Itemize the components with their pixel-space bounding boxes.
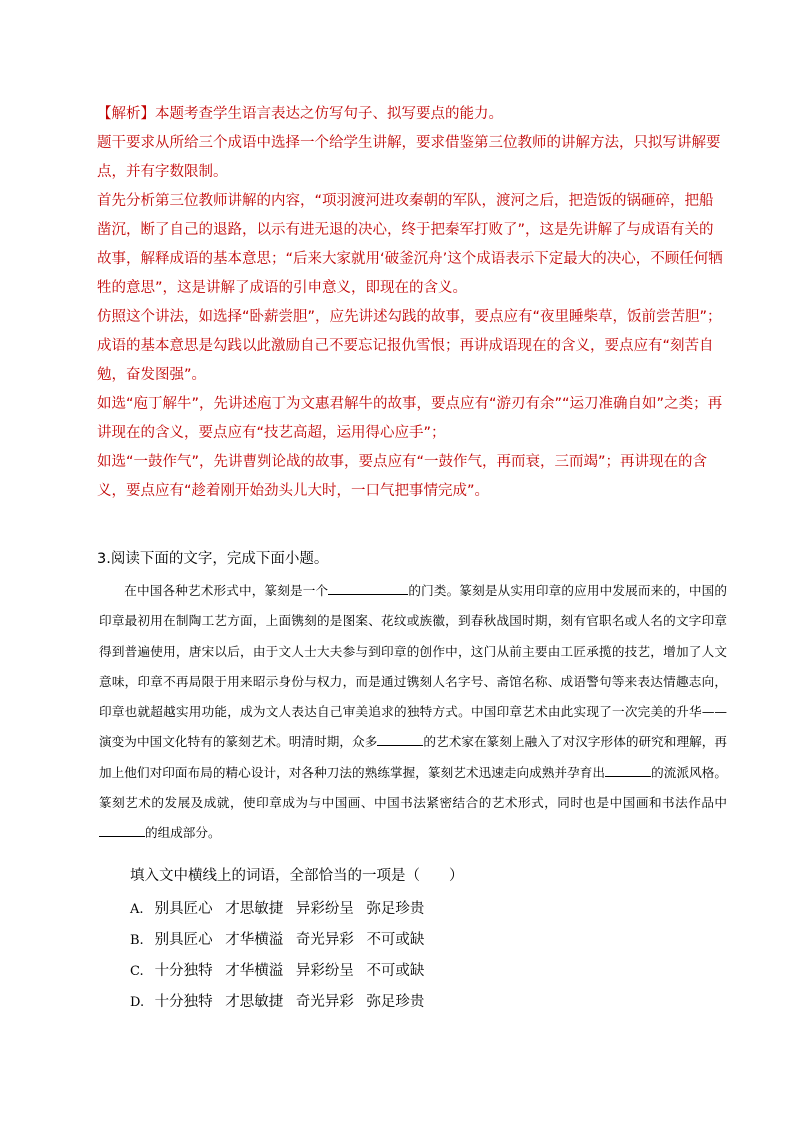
question-stem: [130, 861, 690, 891]
option-word-4: 弥足珍贵: [366, 901, 425, 917]
analysis-tag: 【解析】: [97, 106, 155, 122]
question-stem-text: 填入文中横线上的词语，全部恰当的一项是（ ）: [130, 868, 464, 884]
option-d: [130, 987, 432, 1018]
option-word-1: 十分独特: [154, 994, 213, 1010]
answer-blank-2: [377, 731, 423, 746]
analysis-section: [97, 100, 727, 506]
option-letter: C.: [130, 964, 144, 979]
question-title: 3.阅读下面的文字，完成下面小题。: [97, 551, 329, 567]
passage-text-4: 的流派风格。篆刻艺术的发展及成就，使印章成为与中国画、中国书法紧密结合的艺术形式，同时也是中国画和书法作品中: [99, 764, 728, 811]
passage-text-5: 的组成部分。: [145, 825, 221, 841]
analysis-line-1: [97, 100, 727, 129]
option-word-4: 不可或缺: [366, 932, 425, 948]
option-word-1: 别具匠心: [154, 932, 213, 948]
option-word-2: 才华横溢: [225, 932, 284, 948]
option-word-1: 十分独特: [154, 963, 213, 979]
analysis-text: 本题考查学生语言表达之仿写句子、拟写要点的能力。: [155, 106, 503, 122]
option-c: [130, 956, 432, 987]
passage-text-2: 的门类。篆刻是从实用印章的应用中发展而来的，中国的印章最初用在制陶工艺方面，上面镌刻的是图案、花纹或族徽，到春秋战国时期，刻有官职名或人名的文字印章得到普遍使用，唐宋以后，由于文人士大夫参与到印章的创作中，这门从前主要由工匠承揽的技艺，增加了人文意味，印章不再局限于用来昭示身份与权力，而是通过镌刻人名字号、斋馆名称、成语警句等来表达情趣志向，印章也就超越实用功能，成为文人表达自己审美追求的独特方式。中国印章艺术由此实现了一次完美的升华——演变为中国文化特有的篆刻艺术。明清时期，众多: [99, 583, 728, 750]
answer-blank-1: [328, 580, 408, 595]
option-letter: D.: [130, 995, 145, 1010]
option-word-3: 异彩纷呈: [295, 901, 354, 917]
option-word-2: 才思敏捷: [225, 901, 284, 917]
passage-text-1: 在中国各种艺术形式中，篆刻是一个: [124, 583, 329, 598]
question-header: [97, 545, 727, 573]
option-a: [130, 894, 432, 925]
passage-text-3: 的艺术家在篆刻上融入了对汉字形体的研究和理解，再加上他们对印面布局的精心设计，对各种刀法的熟练掌握，篆刻艺术迅速走向成熟并孕育出: [99, 734, 728, 780]
analysis-line-6: 如选“一鼓作气”，先讲曹刿论战的故事，要点应有“一鼓作气，再而衰，三而竭”；再讲现在的含义，要点应有“趁着刚开始劲头儿大时，一口气把事情完成”。: [97, 454, 708, 499]
analysis-line-5: 如选“庖丁解牛”，先讲述庖丁为文惠君解牛的故事，要点应有“游刃有余”“运刀准确自如”之类；再讲现在的含义，要点应有“技艺高超，运用得心应手”；: [97, 396, 723, 441]
option-b: [130, 925, 432, 956]
option-word-4: 不可或缺: [366, 963, 425, 979]
option-word-3: 奇光异彩: [295, 994, 354, 1010]
option-word-2: 才华横溢: [225, 963, 284, 979]
option-word-2: 才思敏捷: [225, 994, 284, 1010]
option-word-4: 弥足珍贵: [366, 994, 425, 1010]
reading-passage: [99, 576, 727, 849]
passage-paragraph: [99, 576, 727, 849]
option-word-3: 奇光异彩: [295, 932, 354, 948]
answer-blank-3: [605, 762, 651, 777]
analysis-line-2: 题干要求从所给三个成语中选择一个给学生讲解，要求借鉴第三位教师的讲解方法，只拟写讲解要点，并有字数限制。: [97, 135, 721, 180]
option-letter: B.: [130, 933, 144, 948]
analysis-line-3: 首先分析第三位教师讲解的内容，“项羽渡河进攻秦朝的军队，渡河之后，把造饭的锅砸碎，把船凿沉，断了自己的退路，以示有进无退的决心，终于把秦军打败了”，这是先讲解了与成语有关的故事，解释成语的基本意思；“后来大家就用‘破釜沉舟’这个成语表示下定最大的决心，不顾任何牺牲的意思”，这是讲解了成语的引申意义，即现在的含义。: [97, 193, 723, 296]
answer-blank-4: [99, 822, 145, 837]
option-word-1: 别具匠心: [154, 901, 213, 917]
analysis-line-4: 仿照这个讲法，如选择“卧薪尝胆”，应先讲述勾践的故事，要点应有“夜里睡柴草，饭前尝苦胆”；成语的基本意思是勾践以此激励自己不要忘记报仇雪恨；再讲成语现在的含义，要点应有“刻苦自勉，奋发图强”。: [97, 309, 722, 383]
option-letter: A.: [130, 902, 144, 917]
option-word-3: 异彩纷呈: [295, 963, 354, 979]
